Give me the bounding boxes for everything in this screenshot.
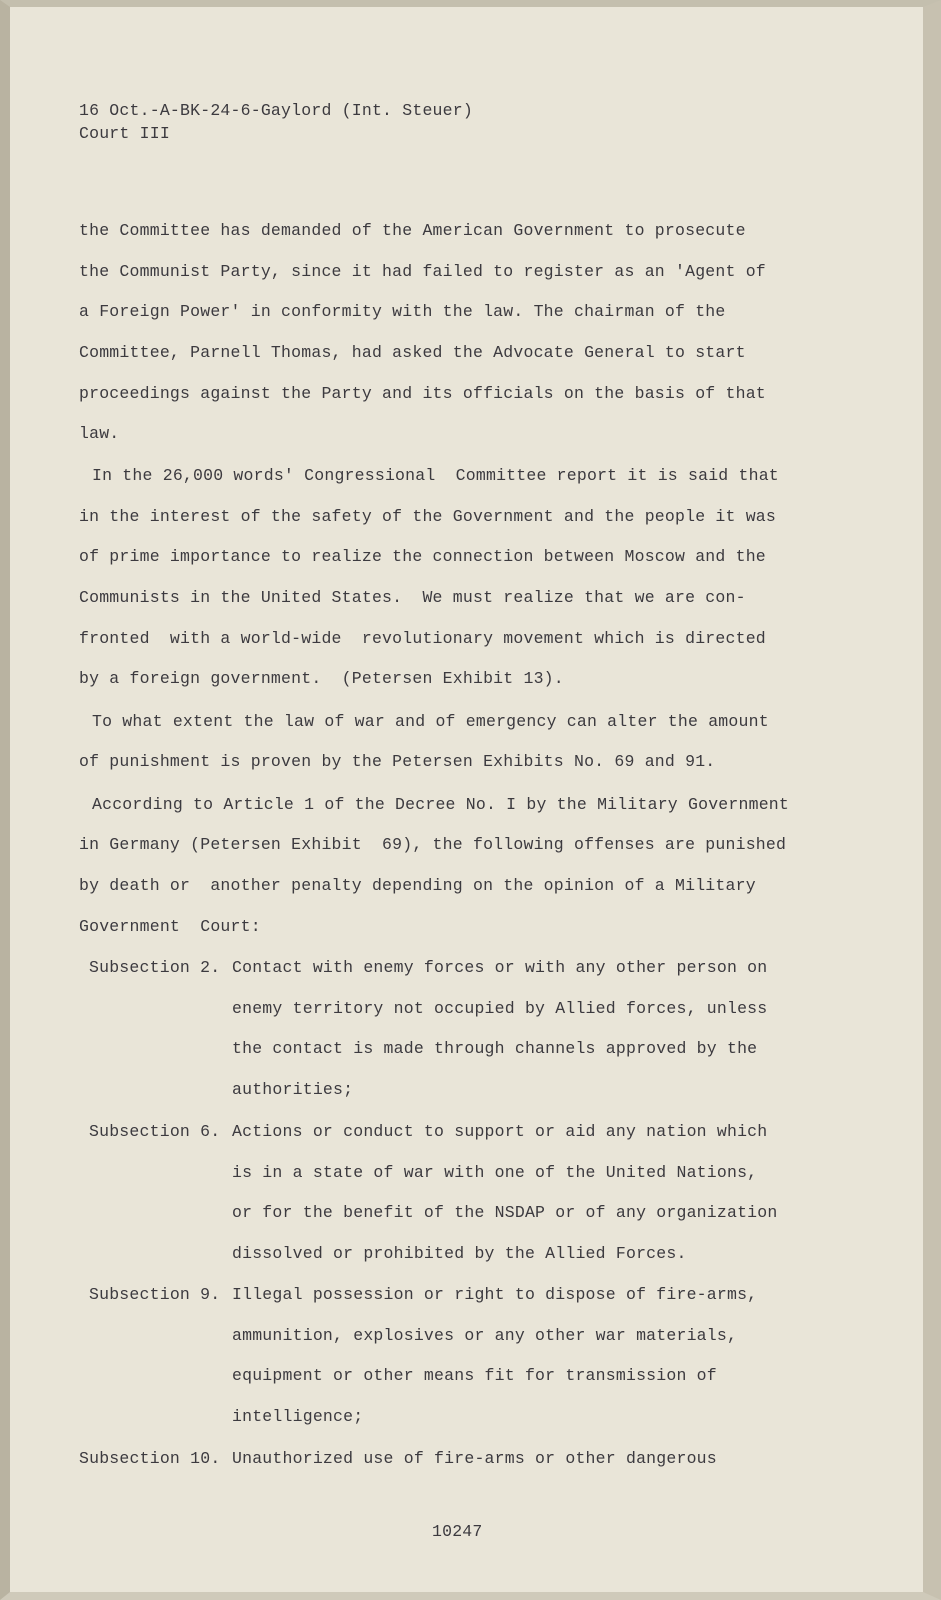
subsection-line: or for the benefit of the NSDAP or of any organization	[232, 1203, 778, 1222]
subsection-line: Illegal possession or right to dispose of fire-arms,	[232, 1285, 758, 1304]
body-line: fronted with a world-wide revolutionary movement which is directed	[79, 629, 766, 648]
subsection-line: is in a state of war with one of the United Nations,	[232, 1163, 758, 1182]
body-line: Communists in the United States. We must realize that we are con-	[79, 588, 746, 607]
body-line: of prime importance to realize the connection between Moscow and the	[79, 547, 766, 566]
subsection-line: intelligence;	[232, 1407, 364, 1426]
body-line: proceedings against the Party and its officials on the basis of that	[79, 384, 766, 403]
subsection-line: Actions or conduct to support or aid any nation which	[232, 1122, 768, 1141]
body-line: the Communist Party, since it had failed to register as an 'Agent of	[79, 262, 766, 281]
body-line: of punishment is proven by the Petersen Exhibits No. 69 and 91.	[79, 752, 716, 771]
body-line: Government Court:	[79, 917, 261, 936]
subsection-line: dissolved or prohibited by the Allied Forces.	[232, 1244, 687, 1263]
body-line: the Committee has demanded of the American Government to prosecute	[79, 221, 746, 240]
subsection-line: authorities;	[232, 1080, 354, 1099]
body-line: According to Article 1 of the Decree No. I by the Military Government	[92, 795, 790, 814]
body-line: in the interest of the safety of the Government and the people it was	[79, 507, 777, 526]
subsection-line: equipment or other means fit for transmission of	[232, 1366, 717, 1385]
subsection-line: Contact with enemy forces or with any other person on	[232, 958, 768, 977]
body-line: a Foreign Power' in conformity with the law. The chairman of the	[79, 302, 726, 321]
subsection-line: ammunition, explosives or any other war materials,	[232, 1326, 738, 1345]
body-line: Committee, Parnell Thomas, had asked the Advocate General to start	[79, 343, 746, 362]
subsection-label: Subsection 10.	[79, 1449, 221, 1468]
subsection-line: Unauthorized use of fire-arms or other dangerous	[232, 1449, 717, 1468]
body-line: law.	[79, 424, 120, 443]
body-line: To what extent the law of war and of emergency can alter the amount	[92, 712, 769, 731]
body-line: by a foreign government. (Petersen Exhibit 13).	[79, 669, 564, 688]
subsection-label: Subsection 9.	[89, 1285, 221, 1304]
subsection-line: the contact is made through channels approved by the	[232, 1039, 758, 1058]
subsection-label: Subsection 6.	[89, 1122, 221, 1141]
header-reference: 16 Oct.-A-BK-24-6-Gaylord (Int. Steuer)	[79, 101, 473, 120]
body-line: by death or another penalty depending on the opinion of a Military	[79, 876, 756, 895]
page-number: 10247	[432, 1522, 483, 1541]
body-line: in Germany (Petersen Exhibit 69), the following offenses are punished	[79, 835, 787, 854]
subsection-label: Subsection 2.	[89, 958, 221, 977]
header-court: Court III	[79, 124, 170, 143]
subsection-line: enemy territory not occupied by Allied forces, unless	[232, 999, 768, 1018]
body-line: In the 26,000 words' Congressional Committee report it is said that	[92, 466, 779, 485]
